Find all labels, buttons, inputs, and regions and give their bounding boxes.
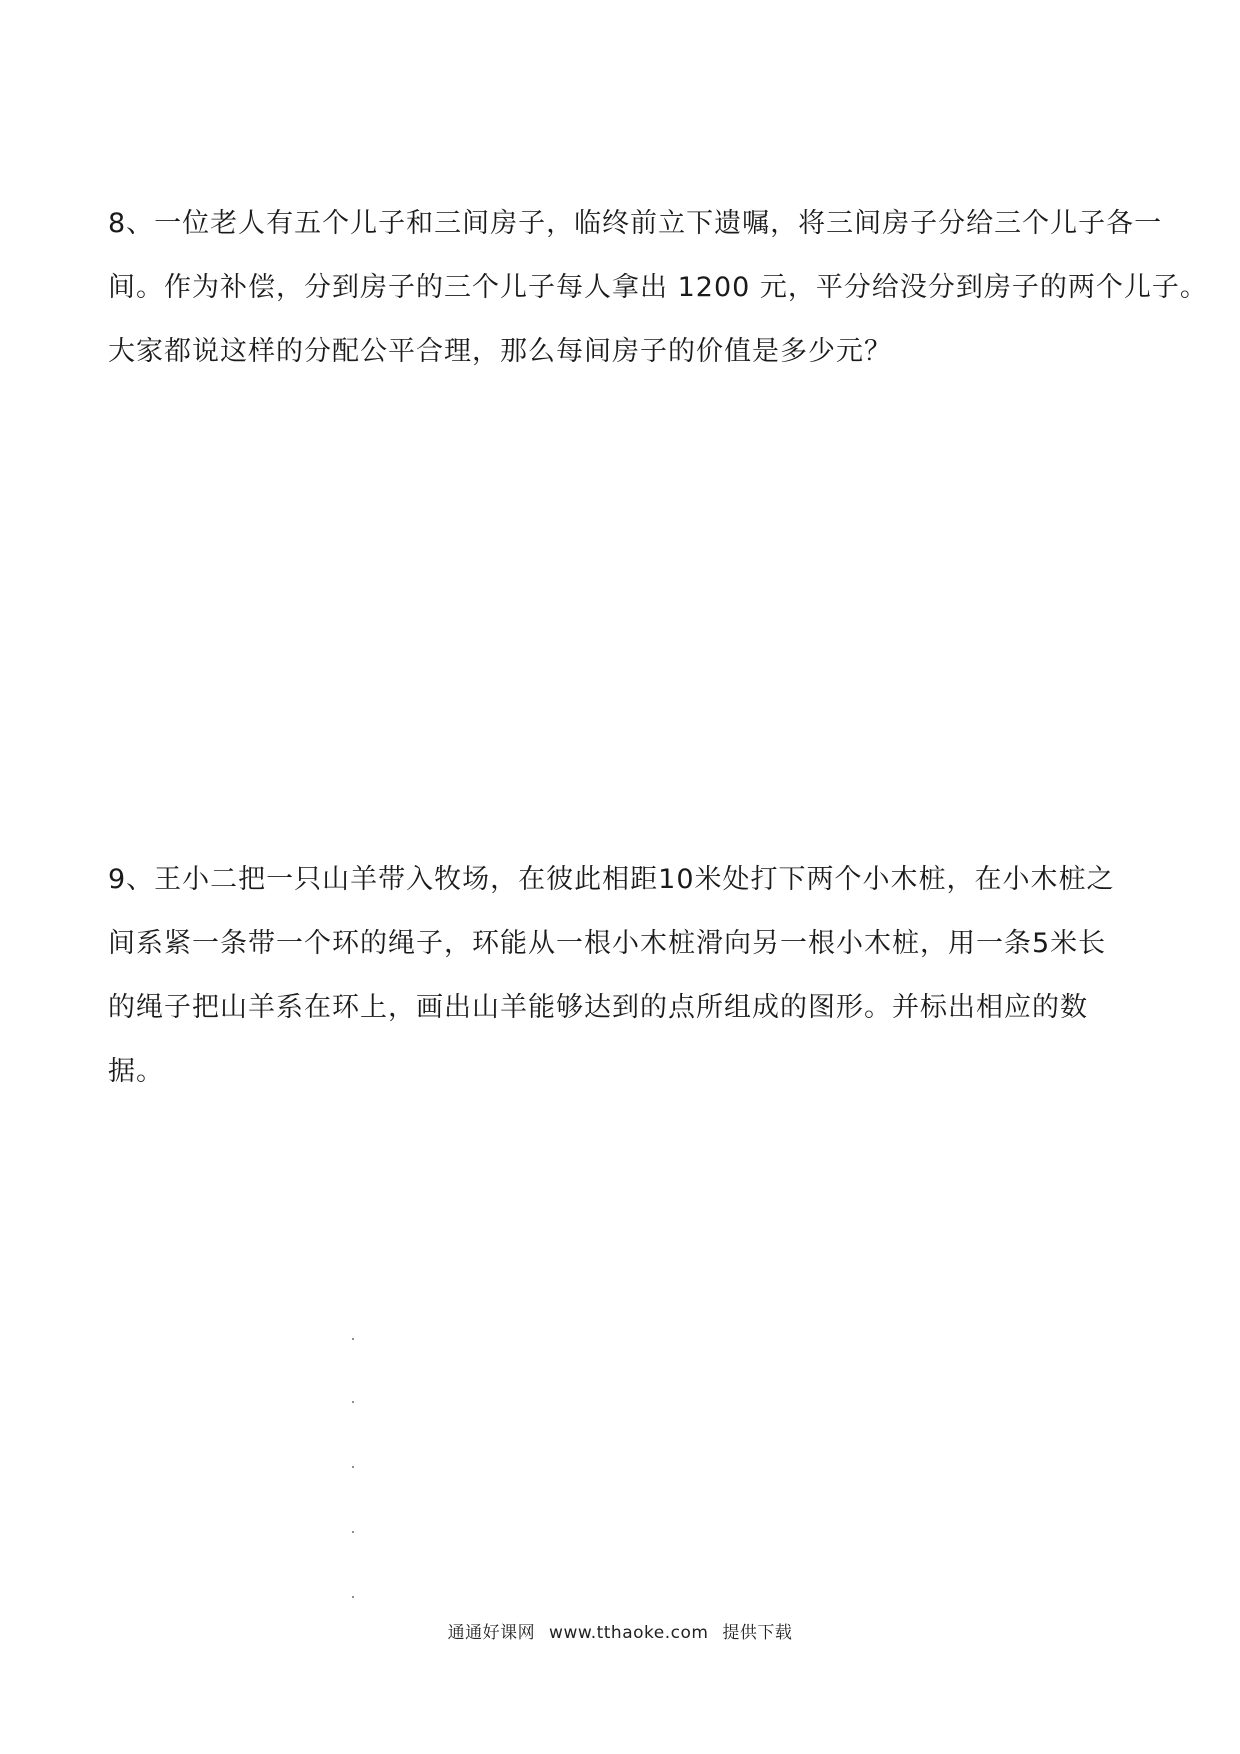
scan-dot <box>352 1401 354 1403</box>
page-footer <box>0 1618 1240 1643</box>
scan-dot <box>352 1338 354 1340</box>
footer-suffix: 提供下载 <box>722 1623 793 1643</box>
question-9-line-1: 9、王小二把一只山羊带入牧场，在彼此相距10米处打下两个小木桩，在小木桩之 <box>108 864 1115 895</box>
footer-site-name: 通通好课网 <box>447 1623 536 1643</box>
question-9-line-4: 据。 <box>108 1056 164 1087</box>
scan-dot <box>352 1596 354 1598</box>
question-8-line-3: 大家都说这样的分配公平合理，那么每间房子的价值是多少元？ <box>108 336 892 367</box>
scan-dot <box>352 1466 354 1468</box>
question-9-line-2: 间系紧一条带一个环的绳子，环能从一根小木桩滑向另一根小木桩，用一条5米长 <box>108 928 1107 959</box>
question-8-line-2: 间。作为补偿，分到房子的三个儿子每人拿出 1200 元，平分给没分到房子的两个儿子。 <box>108 272 1208 303</box>
question-9-line-3: 的绳子把山羊系在环上，画出山羊能够达到的点所组成的图形。并标出相应的数 <box>108 992 1088 1023</box>
question-8-line-1: 8、一位老人有五个儿子和三间房子，临终前立下遗嘱，将三间房子分给三个儿子各一 <box>108 208 1163 239</box>
scan-dot <box>352 1531 354 1533</box>
footer-url: www.tthaoke.com <box>549 1623 709 1643</box>
question-9 <box>108 848 1138 1104</box>
question-8 <box>108 192 1208 384</box>
